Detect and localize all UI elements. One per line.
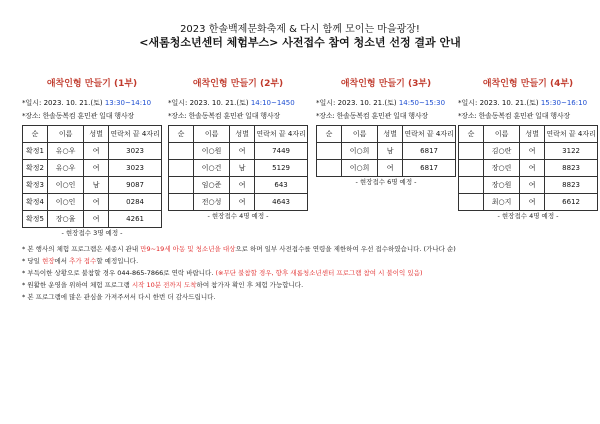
table-cell: 여: [230, 177, 255, 194]
table-cell: [317, 160, 342, 177]
column-header: 순: [23, 126, 48, 143]
session-1: [22, 76, 162, 237]
note-text: 할 예정입니다.: [96, 257, 139, 265]
note-text: 시작 10분 전까지 도착: [131, 281, 197, 289]
session-date: *일시: 2023. 10. 21.(토): [22, 99, 105, 107]
table-row: [459, 160, 598, 177]
column-header: 순: [459, 126, 484, 143]
table-row: [23, 177, 162, 194]
session-title: 애착인형 만들기 (1부): [46, 79, 138, 89]
session-note: - 현장접수 4명 예정 -: [497, 212, 559, 220]
table-cell: 643: [255, 177, 308, 194]
table-cell: 이○건: [194, 160, 230, 177]
table-cell: 여: [230, 194, 255, 211]
session-date: *일시: 2023. 10. 21.(토): [316, 99, 399, 107]
note-text: * 본 프로그램에 많은 관심을 가져주셔서 다시 한번 더 감사드립니다.: [22, 293, 216, 301]
table-cell: 여: [520, 160, 545, 177]
column-header: 이름: [342, 126, 378, 143]
session-table: [458, 125, 598, 211]
table-row: [317, 160, 456, 177]
session-title: 애착인형 만들기 (4부): [482, 79, 574, 89]
session-place: *장소: 한솔동복컴 훈민관 일대 행사장: [168, 112, 280, 120]
table-cell: 이○원: [194, 143, 230, 160]
column-header: 이름: [48, 126, 84, 143]
table-cell: 여: [84, 194, 109, 211]
table-cell: 확정3: [23, 177, 48, 194]
session-table: [22, 125, 162, 228]
table-cell: 확정4: [23, 194, 48, 211]
table-cell: [459, 177, 484, 194]
table-cell: 여: [520, 177, 545, 194]
note-text: * 본 행사의 체험 프로그램은 세종시 관내: [22, 245, 141, 253]
table-row: [459, 177, 598, 194]
table-cell: 여: [84, 211, 109, 228]
table-cell: 장○원: [484, 177, 520, 194]
table-cell: [169, 177, 194, 194]
session-table: [168, 125, 308, 211]
session-title: 애착인형 만들기 (3부): [340, 79, 432, 89]
session-place: *장소: 한솔동복컴 훈민관 일대 행사장: [316, 112, 428, 120]
session-time-range: 13:30~14:10: [104, 99, 152, 107]
column-header: 연락처 끝 4자리: [109, 126, 162, 143]
table-cell: [317, 143, 342, 160]
table-cell: 확정5: [23, 211, 48, 228]
title-line-2: <새롬청소년센터 체험부스> 사전접수 참여 청소년 선정 결과 안내: [139, 36, 461, 49]
session-time: [458, 98, 598, 108]
session-time: [168, 98, 308, 108]
table-cell: [169, 143, 194, 160]
table-cell: 7449: [255, 143, 308, 160]
table-row: [23, 211, 162, 228]
table-row: [459, 143, 598, 160]
table-cell: 3023: [109, 160, 162, 177]
session-note: - 현장접수 4명 예정 -: [207, 212, 269, 220]
note-line: [22, 267, 582, 279]
table-cell: 9087: [109, 177, 162, 194]
table-cell: 전○성: [194, 194, 230, 211]
table-cell: 6817: [403, 160, 456, 177]
note-text: 현장: [41, 257, 55, 265]
session-time: [316, 98, 456, 108]
table-cell: 6817: [403, 143, 456, 160]
note-line: [22, 255, 582, 267]
column-header: 성별: [520, 126, 545, 143]
table-cell: 이○희: [342, 160, 378, 177]
session-title: 애착인형 만들기 (2부): [192, 79, 284, 89]
table-cell: 임○준: [194, 177, 230, 194]
table-row: [459, 194, 598, 211]
table-row: [169, 143, 308, 160]
table-cell: 여: [230, 143, 255, 160]
session-time: [22, 98, 162, 108]
table-row: [169, 194, 308, 211]
table-cell: 김○란: [484, 143, 520, 160]
column-header: 연락처 끝 4자리: [545, 126, 598, 143]
table-cell: 장○린: [484, 160, 520, 177]
session-3: [316, 76, 456, 186]
table-cell: 확정2: [23, 160, 48, 177]
table-row: [169, 160, 308, 177]
column-header: 순: [169, 126, 194, 143]
note-text: 하여 참가자 확인 후 체험 가능합니다.: [196, 281, 304, 289]
table-cell: [169, 194, 194, 211]
table-cell: 3122: [545, 143, 598, 160]
table-row: [23, 143, 162, 160]
session-time-range: 14:10~1450: [250, 99, 295, 107]
table-cell: [459, 194, 484, 211]
table-cell: 4261: [109, 211, 162, 228]
table-cell: 6612: [545, 194, 598, 211]
session-place: *장소: 한솔동복컴 훈민관 일대 행사장: [22, 112, 134, 120]
note-text: 추가 접수: [69, 257, 97, 265]
note-text: * 부득이한 상황으로 불참할 경우 044-865-7866로 연락 바랍니다.: [22, 269, 216, 277]
table-cell: 0284: [109, 194, 162, 211]
table-cell: 여: [378, 160, 403, 177]
note-line: [22, 291, 582, 303]
table-row: [169, 177, 308, 194]
note-text: 만9~19세 아동 및 청소년을 대상: [140, 245, 236, 253]
table-header-row: [23, 126, 162, 143]
note-text: * 당일: [22, 257, 42, 265]
session-4: [458, 76, 598, 220]
session-time-range: 14:50~15:30: [398, 99, 446, 107]
table-cell: 4643: [255, 194, 308, 211]
notes-section: [22, 243, 582, 303]
column-header: 성별: [230, 126, 255, 143]
table-cell: 유○우: [48, 160, 84, 177]
table-cell: 여: [84, 160, 109, 177]
table-cell: 3023: [109, 143, 162, 160]
table-cell: 여: [84, 143, 109, 160]
column-header: 연락처 끝 4자리: [255, 126, 308, 143]
table-cell: 남: [230, 160, 255, 177]
session-note: - 현장접수 3명 예정 -: [61, 229, 123, 237]
column-header: 이름: [484, 126, 520, 143]
column-header: 이름: [194, 126, 230, 143]
table-cell: 최○지: [484, 194, 520, 211]
session-note: - 현장접수 6명 예정 -: [355, 178, 417, 186]
table-cell: 장○율: [48, 211, 84, 228]
note-text: 으로 하며 일부 사전접수를 연령을 제한하여 우선 접수하였습니다. (가나다 순): [235, 245, 456, 253]
session-date: *일시: 2023. 10. 21.(토): [458, 99, 541, 107]
column-header: 순: [317, 126, 342, 143]
table-cell: 이○인: [48, 194, 84, 211]
note-line: [22, 243, 582, 255]
table-header-row: [169, 126, 308, 143]
table-cell: 남: [84, 177, 109, 194]
note-text: * 원활한 운영을 위하여 체험 프로그램: [22, 281, 132, 289]
column-header: 성별: [378, 126, 403, 143]
table-cell: 이○희: [342, 143, 378, 160]
session-2: [168, 76, 308, 220]
table-cell: 5129: [255, 160, 308, 177]
table-row: [317, 143, 456, 160]
note-text: 에서: [54, 257, 70, 265]
table-cell: 유○우: [48, 143, 84, 160]
session-date: *일시: 2023. 10. 21.(토): [168, 99, 251, 107]
session-time-range: 15:30~16:10: [540, 99, 588, 107]
table-row: [23, 194, 162, 211]
table-cell: 여: [520, 194, 545, 211]
session-table: [316, 125, 456, 177]
table-header-row: [459, 126, 598, 143]
table-cell: 8823: [545, 177, 598, 194]
table-cell: 이○인: [48, 177, 84, 194]
table-row: [23, 160, 162, 177]
table-cell: [459, 143, 484, 160]
note-line: [22, 279, 582, 291]
table-cell: 8823: [545, 160, 598, 177]
note-text: (※무단 불참할 경우, 향후 새롬청소년센터 프로그램 참여 시 불이익 있음): [215, 269, 423, 277]
table-cell: [459, 160, 484, 177]
column-header: 연락처 끝 4자리: [403, 126, 456, 143]
table-cell: 여: [520, 143, 545, 160]
column-header: 성별: [84, 126, 109, 143]
session-place: *장소: 한솔동복컴 훈민관 일대 행사장: [458, 112, 570, 120]
table-cell: [169, 160, 194, 177]
table-cell: 남: [378, 143, 403, 160]
table-header-row: [317, 126, 456, 143]
title-line-1: 2023 한솔백제문화축제 & 다시 함께 모이는 마을광장!: [180, 24, 420, 35]
table-cell: 확정1: [23, 143, 48, 160]
